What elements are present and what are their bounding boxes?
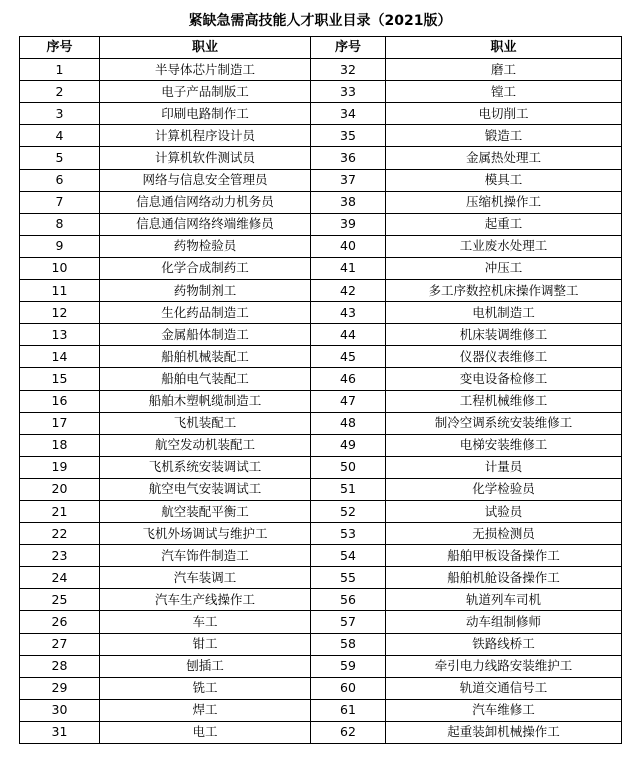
- cell-no-left: 17: [20, 412, 100, 434]
- cell-no-left: 11: [20, 280, 100, 302]
- cell-no-left: 31: [20, 721, 100, 743]
- cell-no-right: 35: [311, 125, 386, 147]
- cell-job-right: 轨道交通信号工: [386, 677, 622, 699]
- cell-no-right: 57: [311, 611, 386, 633]
- cell-no-right: 40: [311, 235, 386, 257]
- cell-job-right: 船舶机舱设备操作工: [386, 567, 622, 589]
- cell-job-left: 药物检验员: [100, 235, 311, 257]
- cell-job-right: 镗工: [386, 81, 622, 103]
- table-header-row: [20, 37, 622, 59]
- table-row: [20, 81, 622, 103]
- cell-no-right: 50: [311, 456, 386, 478]
- cell-no-right: 58: [311, 633, 386, 655]
- cell-no-left: 3: [20, 103, 100, 125]
- table-row: [20, 677, 622, 699]
- cell-job-right: 试验员: [386, 500, 622, 522]
- table-row: [20, 103, 622, 125]
- cell-job-left: 化学合成制药工: [100, 257, 311, 279]
- cell-no-left: 14: [20, 346, 100, 368]
- cell-job-right: 机床装调维修工: [386, 324, 622, 346]
- cell-no-right: 36: [311, 147, 386, 169]
- cell-job-right: 起重装卸机械操作工: [386, 721, 622, 743]
- table-row: [20, 545, 622, 567]
- cell-job-left: 印刷电路制作工: [100, 103, 311, 125]
- cell-no-right: 44: [311, 324, 386, 346]
- table-row: [20, 699, 622, 721]
- cell-job-left: 电工: [100, 721, 311, 743]
- cell-job-left: 半导体芯片制造工: [100, 59, 311, 81]
- cell-no-right: 54: [311, 545, 386, 567]
- cell-no-right: 61: [311, 699, 386, 721]
- cell-no-left: 10: [20, 257, 100, 279]
- table-row: [20, 655, 622, 677]
- cell-no-left: 30: [20, 699, 100, 721]
- cell-no-right: 37: [311, 169, 386, 191]
- header-job-right: 职业: [386, 37, 622, 59]
- cell-job-left: 刨插工: [100, 655, 311, 677]
- cell-job-left: 汽车生产线操作工: [100, 589, 311, 611]
- cell-job-left: 飞机装配工: [100, 412, 311, 434]
- cell-job-left: 信息通信网络动力机务员: [100, 191, 311, 213]
- table-row: [20, 346, 622, 368]
- cell-job-right: 无损检测员: [386, 523, 622, 545]
- cell-job-left: 航空发动机装配工: [100, 434, 311, 456]
- table-row: [20, 147, 622, 169]
- cell-job-left: 船舶电气装配工: [100, 368, 311, 390]
- table-row: [20, 434, 622, 456]
- cell-no-left: 2: [20, 81, 100, 103]
- cell-job-right: 多工序数控机床操作调整工: [386, 280, 622, 302]
- table-row: [20, 257, 622, 279]
- cell-job-right: 电梯安装维修工: [386, 434, 622, 456]
- cell-job-right: 仪器仪表维修工: [386, 346, 622, 368]
- cell-job-right: 电切削工: [386, 103, 622, 125]
- cell-no-right: 38: [311, 191, 386, 213]
- cell-no-right: 34: [311, 103, 386, 125]
- cell-job-left: 航空装配平衡工: [100, 500, 311, 522]
- table-row: [20, 567, 622, 589]
- cell-no-left: 1: [20, 59, 100, 81]
- cell-job-right: 工业废水处理工: [386, 235, 622, 257]
- table-row: [20, 235, 622, 257]
- table-row: [20, 523, 622, 545]
- cell-no-right: 48: [311, 412, 386, 434]
- cell-no-left: 20: [20, 478, 100, 500]
- table-row: [20, 412, 622, 434]
- cell-no-right: 32: [311, 59, 386, 81]
- table-row: [20, 302, 622, 324]
- table-row: [20, 368, 622, 390]
- cell-no-left: 29: [20, 677, 100, 699]
- cell-job-right: 汽车维修工: [386, 699, 622, 721]
- cell-job-right: 化学检验员: [386, 478, 622, 500]
- cell-job-left: 生化药品制造工: [100, 302, 311, 324]
- cell-no-right: 51: [311, 478, 386, 500]
- cell-job-right: 起重工: [386, 213, 622, 235]
- cell-job-right: 锻造工: [386, 125, 622, 147]
- cell-no-right: 52: [311, 500, 386, 522]
- cell-no-right: 62: [311, 721, 386, 743]
- page-title: 紧缺急需高技能人才职业目录（2021版）: [188, 13, 452, 29]
- cell-job-right: 船舶甲板设备操作工: [386, 545, 622, 567]
- cell-no-left: 21: [20, 500, 100, 522]
- cell-job-left: 计算机程序设计员: [100, 125, 311, 147]
- cell-no-right: 59: [311, 655, 386, 677]
- table-row: [20, 390, 622, 412]
- table-row: [20, 611, 622, 633]
- table-row: [20, 169, 622, 191]
- cell-job-right: 工程机械维修工: [386, 390, 622, 412]
- cell-no-right: 43: [311, 302, 386, 324]
- table-row: [20, 589, 622, 611]
- cell-job-right: 冲压工: [386, 257, 622, 279]
- cell-no-left: 19: [20, 456, 100, 478]
- cell-no-left: 24: [20, 567, 100, 589]
- table-row: [20, 500, 622, 522]
- cell-no-left: 18: [20, 434, 100, 456]
- cell-job-left: 车工: [100, 611, 311, 633]
- cell-job-left: 航空电气安装调试工: [100, 478, 311, 500]
- table-row: [20, 478, 622, 500]
- cell-job-left: 焊工: [100, 699, 311, 721]
- cell-job-right: 牵引电力线路安装维护工: [386, 655, 622, 677]
- table-row: [20, 191, 622, 213]
- cell-job-left: 飞机外场调试与维护工: [100, 523, 311, 545]
- cell-no-left: 22: [20, 523, 100, 545]
- cell-no-left: 9: [20, 235, 100, 257]
- table-row: [20, 59, 622, 81]
- cell-job-right: 计量员: [386, 456, 622, 478]
- header-no-left: 序号: [20, 37, 100, 59]
- cell-job-right: 铁路线桥工: [386, 633, 622, 655]
- cell-job-right: 变电设备检修工: [386, 368, 622, 390]
- cell-no-left: 26: [20, 611, 100, 633]
- cell-job-left: 金属船体制造工: [100, 324, 311, 346]
- cell-no-right: 55: [311, 567, 386, 589]
- cell-no-left: 23: [20, 545, 100, 567]
- cell-job-left: 计算机软件测试员: [100, 147, 311, 169]
- cell-no-right: 47: [311, 390, 386, 412]
- cell-no-left: 8: [20, 213, 100, 235]
- occupation-table: [19, 36, 622, 744]
- cell-no-left: 25: [20, 589, 100, 611]
- cell-no-left: 7: [20, 191, 100, 213]
- cell-job-right: 轨道列车司机: [386, 589, 622, 611]
- cell-no-right: 41: [311, 257, 386, 279]
- cell-no-left: 6: [20, 169, 100, 191]
- cell-job-left: 信息通信网络终端维修员: [100, 213, 311, 235]
- cell-no-left: 16: [20, 390, 100, 412]
- table-row: [20, 633, 622, 655]
- cell-no-left: 13: [20, 324, 100, 346]
- cell-job-left: 铣工: [100, 677, 311, 699]
- cell-job-left: 钳工: [100, 633, 311, 655]
- cell-no-right: 60: [311, 677, 386, 699]
- cell-no-right: 45: [311, 346, 386, 368]
- cell-job-left: 汽车装调工: [100, 567, 311, 589]
- cell-job-left: 药物制剂工: [100, 280, 311, 302]
- cell-no-left: 28: [20, 655, 100, 677]
- cell-job-left: 汽车饰件制造工: [100, 545, 311, 567]
- table-row: [20, 280, 622, 302]
- table-row: [20, 125, 622, 147]
- cell-no-right: 46: [311, 368, 386, 390]
- cell-job-left: 网络与信息安全管理员: [100, 169, 311, 191]
- cell-no-left: 5: [20, 147, 100, 169]
- cell-job-right: 金属热处理工: [386, 147, 622, 169]
- cell-job-left: 飞机系统安装调试工: [100, 456, 311, 478]
- cell-no-right: 53: [311, 523, 386, 545]
- table-row: [20, 456, 622, 478]
- cell-job-left: 船舶机械装配工: [100, 346, 311, 368]
- cell-no-left: 4: [20, 125, 100, 147]
- cell-no-right: 42: [311, 280, 386, 302]
- header-job-left: 职业: [100, 37, 311, 59]
- cell-no-right: 56: [311, 589, 386, 611]
- cell-job-right: 模具工: [386, 169, 622, 191]
- cell-no-left: 15: [20, 368, 100, 390]
- table-row: [20, 721, 622, 743]
- cell-job-right: 磨工: [386, 59, 622, 81]
- cell-no-right: 33: [311, 81, 386, 103]
- cell-no-left: 27: [20, 633, 100, 655]
- cell-job-left: 电子产品制版工: [100, 81, 311, 103]
- cell-job-right: 电机制造工: [386, 302, 622, 324]
- cell-job-left: 船舶木塑帆缆制造工: [100, 390, 311, 412]
- cell-job-right: 制冷空调系统安装维修工: [386, 412, 622, 434]
- header-no-right: 序号: [311, 37, 386, 59]
- table-row: [20, 324, 622, 346]
- cell-job-right: 动车组制修师: [386, 611, 622, 633]
- cell-no-left: 12: [20, 302, 100, 324]
- cell-no-right: 49: [311, 434, 386, 456]
- table-row: [20, 213, 622, 235]
- cell-no-right: 39: [311, 213, 386, 235]
- cell-job-right: 压缩机操作工: [386, 191, 622, 213]
